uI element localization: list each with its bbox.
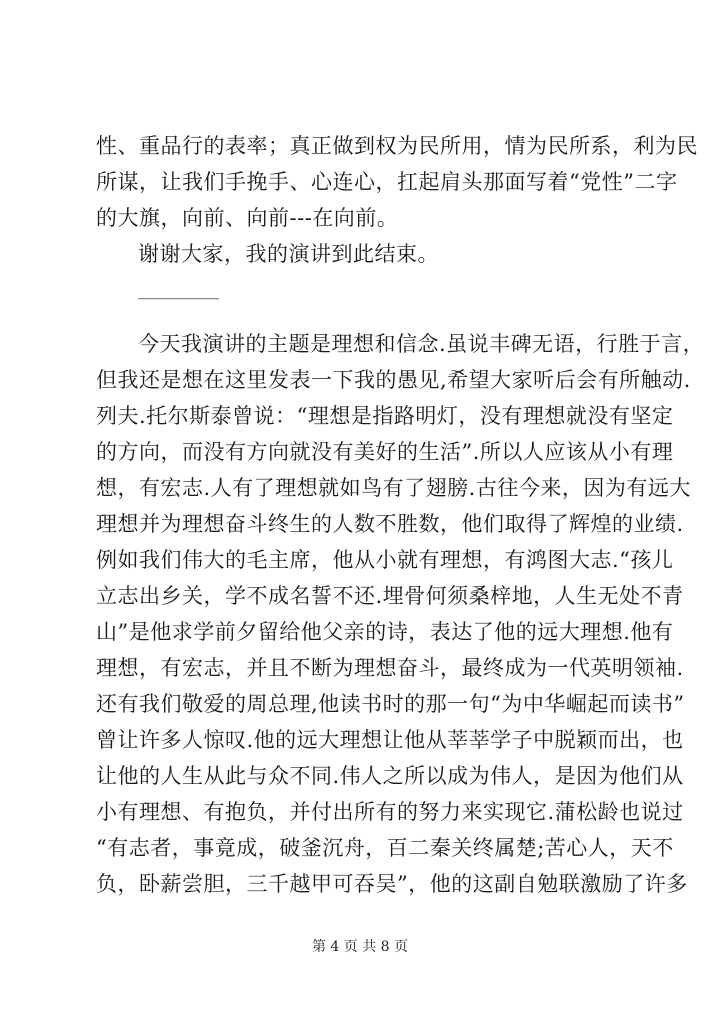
- page-number-footer: 第 4 页 共 8 页: [311, 939, 409, 955]
- text-line: 让他的人生从此与众不同.伟人之所以成为伟人，是因为他们从: [96, 764, 684, 788]
- paragraph-speech-ending: [96, 128, 698, 236]
- text-line: 今天我演讲的主题是理想和信念.虽说丰碑无语，行胜于言，: [138, 332, 705, 356]
- text-line: 理想并为理想奋斗终生的人数不胜数，他们取得了辉煌的业绩.: [96, 512, 684, 536]
- text-line: 立志出乡关，学不成名誓不还.埋骨何须桑梓地，人生无处不青: [96, 584, 684, 608]
- text-line: 想，有宏志.人有了理想就如鸟有了翅膀.古往今来，因为有远大: [96, 476, 691, 500]
- text-line: 理想，有宏志，并且不断为理想奋斗，最终成为一代英明领袖.: [96, 656, 684, 680]
- text-line: 所谋，让我们手挽手、心连心，扛起肩头那面写着“党性”二字: [96, 170, 678, 194]
- paragraph-ideals-speech: [96, 326, 705, 902]
- paragraph-gap: [96, 308, 644, 326]
- text-line: 山”是他求学前夕留给他父亲的诗，表达了他的远大理想.他有: [96, 620, 674, 644]
- text-line: 还有我们敬爱的周总理,他读书时的那一句“为中华崛起而读书”: [96, 692, 685, 716]
- text-line: 例如我们伟大的毛主席，他从小就有理想，有鸿图大志.“孩儿: [96, 548, 674, 572]
- text-line: 但我还是想在这里发表一下我的愚见,希望大家听后会有所触动.: [96, 368, 691, 392]
- text-line: 性、重品行的表率；真正做到权为民所用，情为民所系，利为民: [96, 134, 698, 158]
- document-body: [96, 128, 705, 902]
- closing-line: 谢谢大家，我的演讲到此结束。: [138, 242, 439, 266]
- text-line: 列夫.托尔斯泰曾说：“理想是指路明灯，没有理想就没有坚定: [96, 404, 674, 428]
- separator-line: _________: [138, 279, 219, 300]
- text-line: 的方向，而没有方向就没有美好的生活”.所以人应该从小有理: [96, 440, 674, 464]
- text-line: 曾让许多人惊叹.他的远大理想让他从莘莘学子中脱颖而出，也: [96, 728, 684, 752]
- text-line: 的大旗，向前、向前---在向前。: [96, 206, 399, 230]
- text-line: “有志者，事竟成，破釜沉舟，百二秦关终属楚;苦心人，天不: [96, 836, 674, 860]
- text-line: 小有理想、有抱负，并付出所有的努力来实现它.蒲松龄也说过: [96, 800, 684, 824]
- text-line: 负，卧薪尝胆，三千越甲可吞吴”，他的这副自勉联激励了许多: [96, 872, 688, 896]
